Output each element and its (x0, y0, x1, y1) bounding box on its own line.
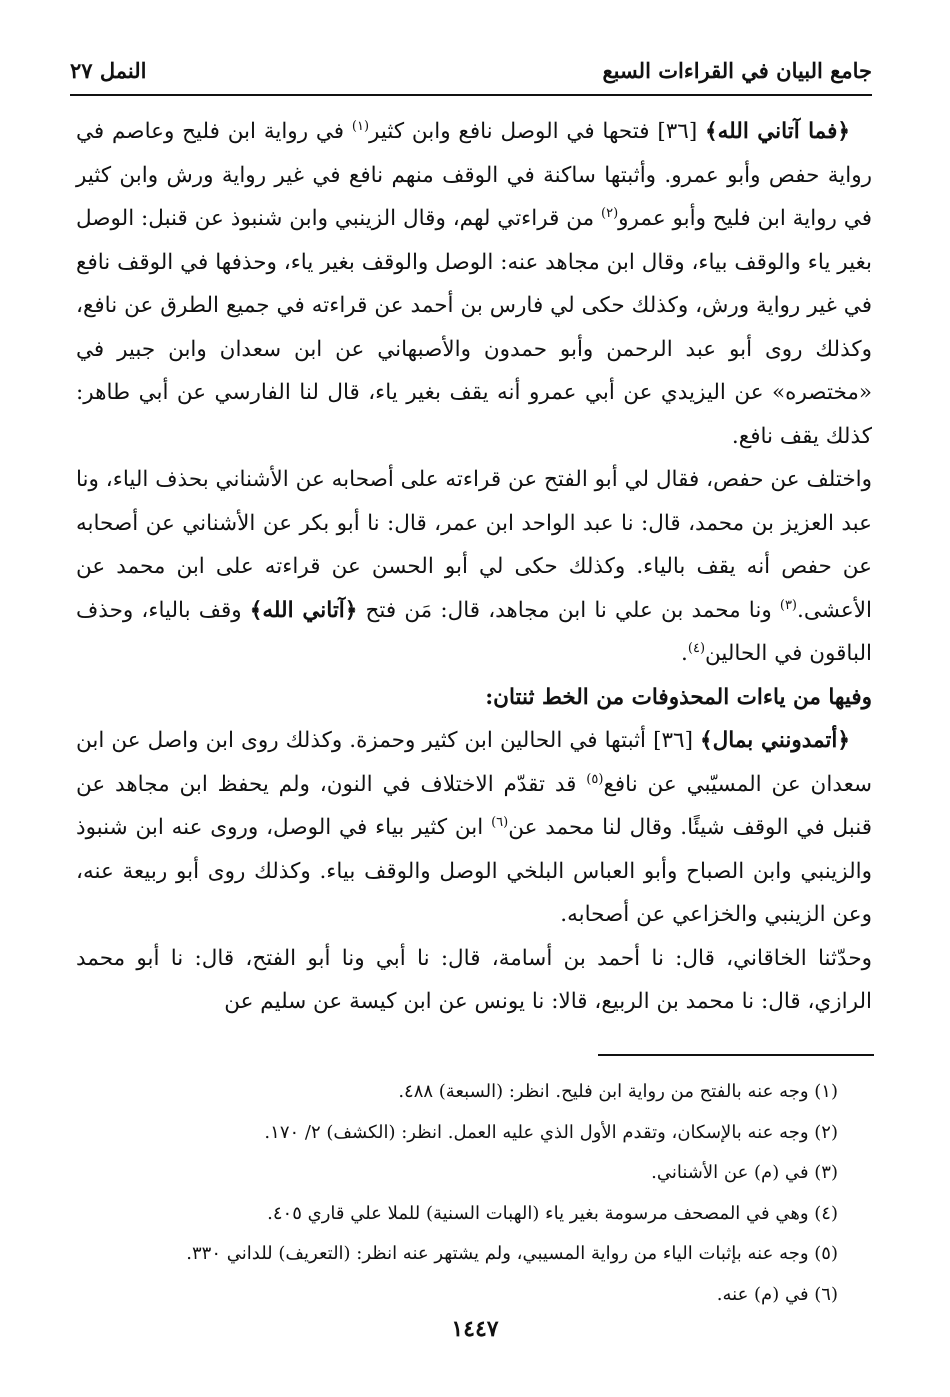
paragraph-2 (76, 458, 872, 676)
text-run: ابن كثير بياء في الوصل، وروى عنه ابن شنبوذ والزينبي وابن الصباح وأبو العباس البلخي الوصل والوقف بياء. وكذلك روى أبو ربيعة عنه، وعن الزينبي والخزاعي عن أصحابه. (76, 815, 872, 927)
footnote: (١) وجه عنه بالفتح من رواية ابن فليح. انظر: (السبعة) ٤٨٨. (398, 1081, 838, 1102)
text-run: واختلف عن حفص، فقال لي أبو الفتح عن قراءته على أصحابه عن الأشناني بحذف الياء، ونا عبد العزيز بن محمد، قال: نا عبد الواحد ابن عمر، قال: نا أبو بكر عن الأشناني عن أصحابه عن حفص أنه يقف بالياء. وكذلك حكى لي أبو الحسن عن قراءته على ابن محمد عن الأعشى. (76, 467, 872, 623)
text-run: . (681, 641, 688, 666)
paragraph-4 (76, 937, 872, 1024)
footnote-ref: (٢) (601, 205, 619, 221)
paragraph-3 (76, 719, 872, 937)
text-run: وقف بالياء، وحذف الباقون في الحالين (76, 597, 872, 666)
footnote-ref: (١) (351, 118, 370, 134)
text-run: [٣٦] أثبتها في الحالين ابن كثير وحمزة. وكذلك روى ابن واصل عن ابن سعدان عن المسيّبي عن نافع (76, 728, 872, 797)
footnote-rule (598, 1054, 874, 1056)
footnote: (٤) وهي في المصحف مرسومة بغير ياء (الهبات السنية) للملا علي قاري ٤٠٥. (267, 1202, 838, 1224)
text-run: في رواية ابن فليح وعاصم في رواية حفص وأبو عمرو. وأثبتها ساكنة في الوقف منهم نافع في غير رواية ورش وابن كثير في رواية ابن فليح وأبو عمرو (76, 119, 872, 231)
paragraph-1 (76, 110, 872, 458)
text-run: [٣٦] فتحها في الوصل نافع وابن كثير (369, 119, 706, 144)
footnote: (٦) في (م) عنه. (716, 1283, 838, 1305)
footnote: (٢) وجه عنه بالإسكان، وتقدم الأول الذي عليه العمل. انظر: (الكشف) ٢/ ١٧٠. (264, 1121, 838, 1143)
footnote-ref: (٥) (586, 771, 604, 787)
surah-page-label: النمل ٢٧ (70, 58, 147, 83)
running-head (70, 58, 872, 96)
text-run: من قراءتي لهم، وقال الزينبي وابن شنبوذ عن قنبل: الوصل بغير ياء والوقف بياء، وقال ابن مجاهد عنه: الوصل والوقف بغير ياء، وحذفها في الوقف نافع في غير رواية ورش، وكذلك حكى لي فارس بن أحمد عن قراءته في جميع الطرق عن نافع، وكذلك روى أبو عبد الرحمن وأبو حمدون والأصبهاني عن ابن سعدان وابن جبير في «مختصره» عن اليزيدي عن أبي عمرو أنه يقف بغير ياء، قال لنا الفارسي عن أبي طاهر: كذلك يقف نافع. (76, 206, 872, 449)
section-heading: وفيها من ياءات المحذوفات من الخط ثنتان: (485, 684, 872, 710)
page-number: ١٤٤٧ (451, 1316, 499, 1342)
footnote-ref: (٤) (687, 640, 706, 656)
text-run: وحدّثنا الخاقاني، قال: نا أحمد بن أسامة، قال: نا أبي ونا أبو الفتح، قال: نا أبو محمد الرازي، قال: نا محمد بن الربيع، قالا: نا يونس عن ابن كيسة عن سليم عن (76, 945, 872, 1014)
quran-word: ﴿أتمدونني بمال﴾ (700, 728, 850, 753)
footnotes (100, 1072, 838, 1315)
quran-word: ﴿فما آتاني الله﴾ (705, 119, 850, 144)
footnote: (٣) في (م) عن الأشناني. (651, 1162, 838, 1183)
text-run: ونا محمد بن علي نا ابن مجاهد، قال: مَن فتح (357, 597, 780, 623)
main-text (76, 110, 872, 1024)
book-title: جامع البيان في القراءات السبع (602, 58, 872, 83)
quran-word: ﴿آتاني الله﴾ (249, 597, 358, 623)
text-run: قد تقدّم الاختلاف في النون، ولم يحفظ ابن مجاهد عن قنبل في الوقف شيئًا. وقال لنا محمد عن (76, 771, 872, 840)
footnote: (٥) وجه عنه بإثبات الياء من رواية المسيبي، ولم يشتهر عنه انظر: (التعريف) للداني ٣٣٠. (186, 1243, 838, 1264)
footnote-ref: (٣) (779, 597, 797, 613)
footnote-ref: (٦) (491, 814, 509, 830)
